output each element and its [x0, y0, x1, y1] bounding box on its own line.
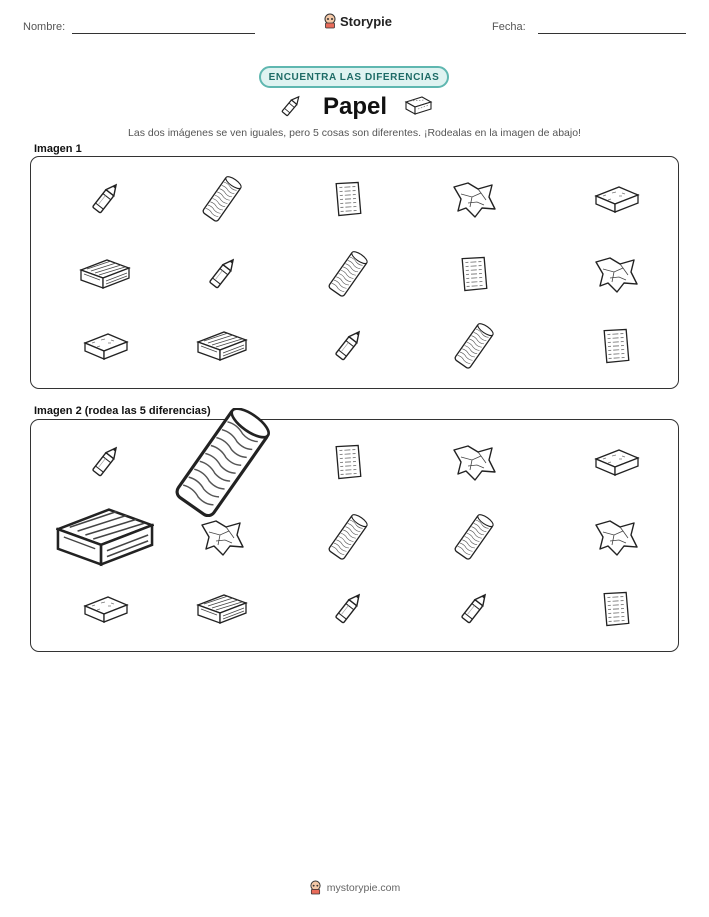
brand-name: Storypie — [340, 13, 393, 29]
name-line — [72, 33, 255, 34]
image2-crumpled-paper-icon[interactable] — [187, 502, 257, 572]
image1-crayon-icon — [187, 239, 257, 309]
image1-cardboard-roll-icon — [439, 311, 509, 381]
image1-crayon-icon — [70, 164, 140, 234]
date-line — [538, 33, 686, 34]
image2-cardboard-roll-icon[interactable] — [313, 502, 383, 572]
image1-paper-sheet-icon — [439, 239, 509, 309]
image1-crayon-icon — [313, 311, 383, 381]
image2-cardboard-roll-icon[interactable] — [439, 502, 509, 572]
image1-eraser-icon — [581, 164, 651, 234]
image2-paper-sheet-icon[interactable] — [313, 427, 383, 497]
image2-crayon-icon[interactable] — [70, 427, 140, 497]
image2-eraser-icon[interactable] — [70, 574, 140, 644]
storypie-icon — [309, 880, 322, 895]
page-title: Papel — [322, 93, 388, 120]
image2-eraser-icon[interactable] — [581, 427, 651, 497]
image2-paper-sheet-icon[interactable] — [581, 574, 651, 644]
image1-crumpled-paper-icon — [439, 164, 509, 234]
crayon-icon — [279, 93, 303, 124]
image2-crumpled-paper-icon[interactable] — [581, 502, 651, 572]
image2-wood-block-large-icon[interactable] — [56, 488, 154, 586]
image2-crumpled-paper-icon[interactable] — [439, 427, 509, 497]
image1-paper-sheet-icon — [313, 164, 383, 234]
footer-site: mystorypie.com — [326, 881, 401, 894]
brand-logo — [323, 13, 392, 29]
image2-crayon-icon[interactable] — [313, 574, 383, 644]
image1-crumpled-paper-icon — [581, 239, 651, 309]
image1-eraser-icon — [70, 311, 140, 381]
image2-wood-block-icon[interactable] — [187, 574, 257, 644]
image1-cardboard-roll-icon — [187, 164, 257, 234]
footer — [0, 880, 709, 895]
image1-label: Imagen 1 — [34, 143, 82, 155]
find-differences-badge: ENCUENTRA LAS DIFERENCIAS — [259, 66, 449, 88]
instructions: Las dos imágenes se ven iguales, pero 5 cosas son diferentes. ¡Rodealas en la imagen de abajo! — [128, 127, 581, 139]
image1-paper-sheet-icon — [581, 311, 651, 381]
storypie-icon — [323, 13, 337, 29]
image1-cardboard-roll-icon — [313, 239, 383, 309]
image2-cardboard-roll-large-icon[interactable] — [168, 408, 277, 517]
name-label: Nombre: — [23, 21, 66, 33]
image2-crayon-icon[interactable] — [439, 574, 509, 644]
date-label: Fecha: — [492, 21, 526, 33]
eraser-icon — [402, 93, 434, 124]
image1-wood-block-icon — [70, 239, 140, 309]
image2-label: Imagen 2 (rodea las 5 diferencias) — [34, 405, 211, 417]
image1-wood-block-icon — [187, 311, 257, 381]
